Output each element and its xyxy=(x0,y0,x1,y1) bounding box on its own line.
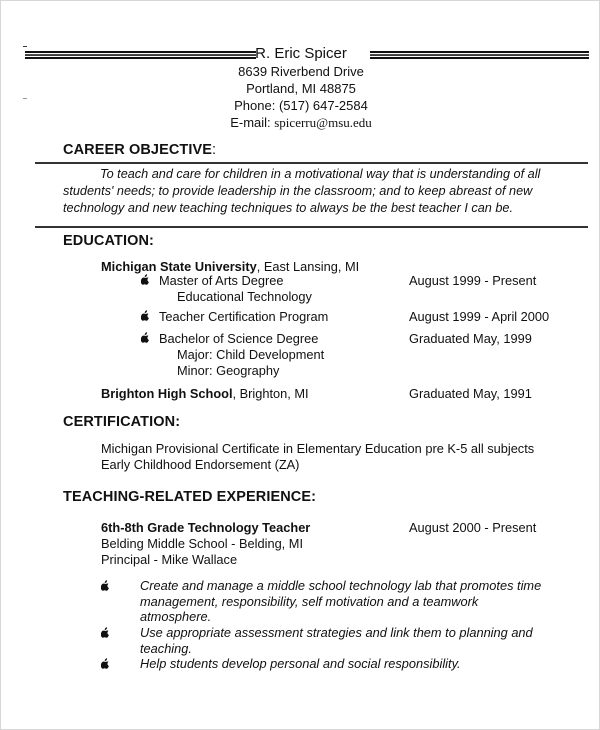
experience-heading: TEACHING-RELATED EXPERIENCE: xyxy=(63,489,317,505)
degree-date: August 1999 - April 2000 xyxy=(409,309,550,324)
objective-line-1: To teach and care for children in a motivational way that is understanding of all xyxy=(100,167,541,181)
degree-sub: Major: Child Development xyxy=(177,347,325,362)
email-link[interactable]: spicerru@msu.edu xyxy=(274,115,372,130)
apple-bullet-icon xyxy=(101,658,110,669)
job-duty-line: Help students develop personal and social responsibility. xyxy=(140,656,461,671)
job-principal: Principal - Mike Wallace xyxy=(101,552,238,567)
apple-bullet-icon xyxy=(101,627,110,638)
education-heading: EDUCATION: xyxy=(63,233,154,249)
apple-bullet-icon xyxy=(141,310,150,321)
degree-sub: Educational Technology xyxy=(177,289,312,304)
school-msu xyxy=(101,259,359,274)
apple-bullet-icon xyxy=(141,332,150,343)
certification-heading: CERTIFICATION: xyxy=(63,414,181,430)
apple-bullet-icon xyxy=(101,580,110,591)
school-location: , East Lansing, MI xyxy=(256,259,360,274)
phone: Phone: (517) 647-2584 xyxy=(234,98,368,113)
objective-top-rule xyxy=(35,162,588,164)
job-duty-line: teaching. xyxy=(140,641,192,656)
objective-heading-colon: : xyxy=(212,142,217,158)
job-duty-line: management, responsibility, self motivation and a teamwork xyxy=(140,594,479,609)
degree-label: Master of Arts Degree xyxy=(159,273,284,288)
objective-line-2: students' needs; to provide leadership in the classroom; and to keep abreast of new xyxy=(63,184,533,198)
objective-line-3: technology and new teaching techniques to always be the best teacher I can be. xyxy=(63,201,514,215)
degree-date: Graduated May, 1999 xyxy=(409,331,532,346)
job-title: 6th-8th Grade Technology Teacher xyxy=(101,520,311,535)
degree-label: Bachelor of Science Degree xyxy=(159,331,319,346)
candidate-name: R. Eric Spicer xyxy=(255,45,347,62)
apple-bullet-icon xyxy=(141,274,150,285)
job-duty-line: Use appropriate assessment strategies and link them to planning and xyxy=(140,625,533,640)
objective-heading-text: CAREER OBJECTIVE xyxy=(63,142,213,158)
job-duty-line: atmosphere. xyxy=(140,609,212,624)
job-duty-line: Create and manage a middle school technology lab that promotes time xyxy=(140,578,542,593)
email-label: E-mail: xyxy=(230,115,275,130)
job-date: August 2000 - Present xyxy=(409,520,537,535)
certification-line: Early Childhood Endorsement (ZA) xyxy=(101,457,300,472)
objective-heading xyxy=(63,142,216,158)
school-location: , Brighton, MI xyxy=(232,386,309,401)
degree-label: Teacher Certification Program xyxy=(159,309,329,324)
school-name: Michigan State University xyxy=(101,259,257,274)
job-school: Belding Middle School - Belding, MI xyxy=(101,536,304,551)
certification-line: Michigan Provisional Certificate in Elementary Education pre K-5 all subjects xyxy=(101,441,535,456)
city-state-zip: Portland, MI 48875 xyxy=(246,81,356,96)
email-line xyxy=(1,115,600,131)
objective-bottom-rule xyxy=(35,226,588,228)
address-line: 8639 Riverbend Drive xyxy=(238,64,364,79)
school-name: Brighton High School xyxy=(101,386,233,401)
degree-date: August 1999 - Present xyxy=(409,273,537,288)
school-brighton xyxy=(101,386,309,401)
school-date: Graduated May, 1991 xyxy=(409,386,532,401)
degree-sub: Minor: Geography xyxy=(177,363,280,378)
